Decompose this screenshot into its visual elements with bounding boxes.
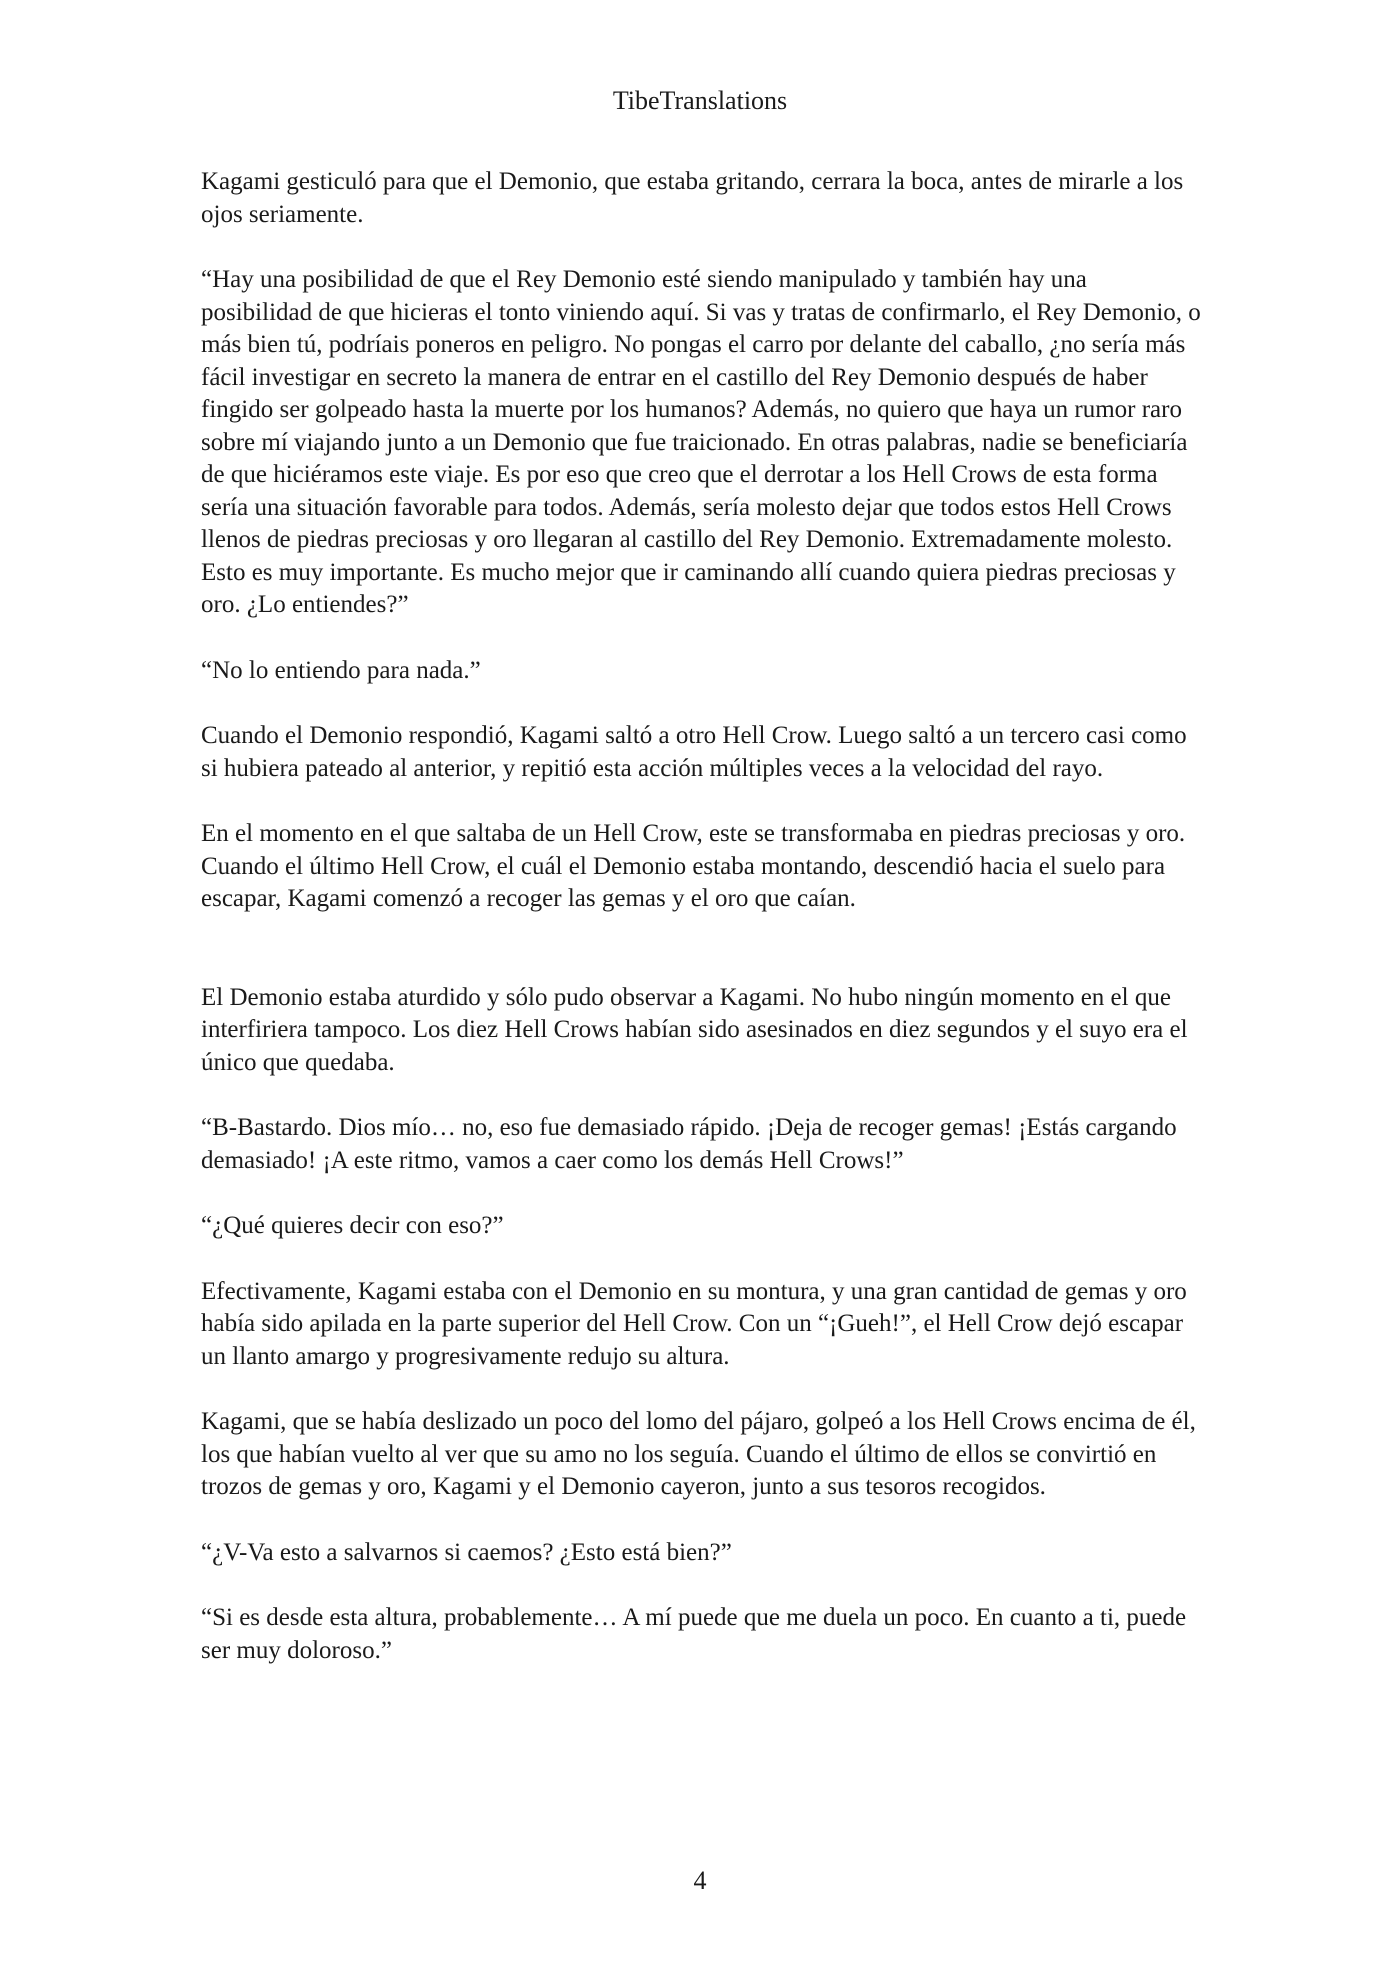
page-number: 4 (693, 1866, 707, 1895)
paragraph: Kagami gesticuló para que el Demonio, que estaba gritando, cerrara la boca, antes de mirarle a los ojos seriamente. (201, 168, 1184, 228)
paragraph: El Demonio estaba aturdido y sólo pudo observar a Kagami. No hubo ningún momento en el que interfiriera tampoco. Los diez Hell Crows habían sido asesinados en diez segundos y el suyo era el único que quedaba. (201, 983, 1188, 1076)
body-text (201, 166, 1201, 1700)
paragraph: “Hay una posibilidad de que el Rey Demonio esté siendo manipulado y también hay una posibilidad de que hicieras el tonto viniendo aquí. Si vas y tratas de confirmarlo, el Rey Demonio, o más bien tú, podríais poneros en peligro. No pongas el carro por delante del caballo, ¿no sería más fácil investigar en secreto la manera de entrar en el castillo del Rey Demonio después de haber fingido ser golpeado hasta la muerte por los humanos? Además, no quiero que haya un rumor raro sobre mí viajando junto a un Demonio que fue traicionado. En otras palabras, nadie se beneficiaría de que hiciéramos este viaje. Es por eso que creo que el derrotar a los Hell Crows de esta forma sería una situación favorable para todos. Además, sería molesto dejar que todos estos Hell Crows llenos de piedras preciosas y oro llegaran al castillo del Rey Demonio. Extremadamente molesto. Esto es muy importante. Es mucho mejor que ir caminando allí cuando quiera piedras preciosas y oro. ¿Lo entiendes?” (201, 266, 1201, 618)
page-header: TibeTranslations (612, 86, 788, 115)
paragraph: Kagami, que se había deslizado un poco del lomo del pájaro, golpeó a los Hell Crows encima de él, los que habían vuelto al ver que su amo no los seguía. Cuando el último de ellos se convirtió en trozos de gemas y oro, Kagami y el Demonio cayeron, junto a sus tesoros recogidos. (201, 1408, 1196, 1500)
paragraph: Efectivamente, Kagami estaba con el Demonio en su montura, y una gran cantidad de gemas y oro había sido apilada en la parte superior del Hell Crow. Con un “¡Gueh!”, el Hell Crow dejó escapar un llanto amargo y progresivamente redujo su altura. (201, 1277, 1187, 1370)
paragraph: Cuando el Demonio respondió, Kagami saltó a otro Hell Crow. Luego saltó a un tercero casi como si hubiera pateado al anterior, y repitió esta acción múltiples veces a la velocidad del rayo. (201, 722, 1187, 782)
paragraph: “Si es desde esta altura, probablemente… A mí puede que me duela un poco. En cuanto a ti, puede ser muy doloroso.” (201, 1604, 1187, 1664)
paragraph: “B-Bastardo. Dios mío… no, eso fue demasiado rápido. ¡Deja de recoger gemas! ¡Estás cargando demasiado! ¡A este ritmo, vamos a caer como los demás Hell Crows!” (201, 1114, 1177, 1174)
paragraph: “¿Qué quieres decir con eso?” (201, 1212, 504, 1239)
paragraph: “No lo entiendo para nada.” (201, 656, 481, 684)
paragraph: “¿V-Va esto a salvarnos si caemos? ¿Esto está bien?” (201, 1538, 732, 1566)
paragraph: En el momento en el que saltaba de un Hell Crow, este se transformaba en piedras preciosas y oro. Cuando el último Hell Crow, el cuál el Demonio estaba montando, descendió hacia el suelo para escapar, Kagami comenzó a recoger las gemas y el oro que caían. (201, 820, 1186, 912)
